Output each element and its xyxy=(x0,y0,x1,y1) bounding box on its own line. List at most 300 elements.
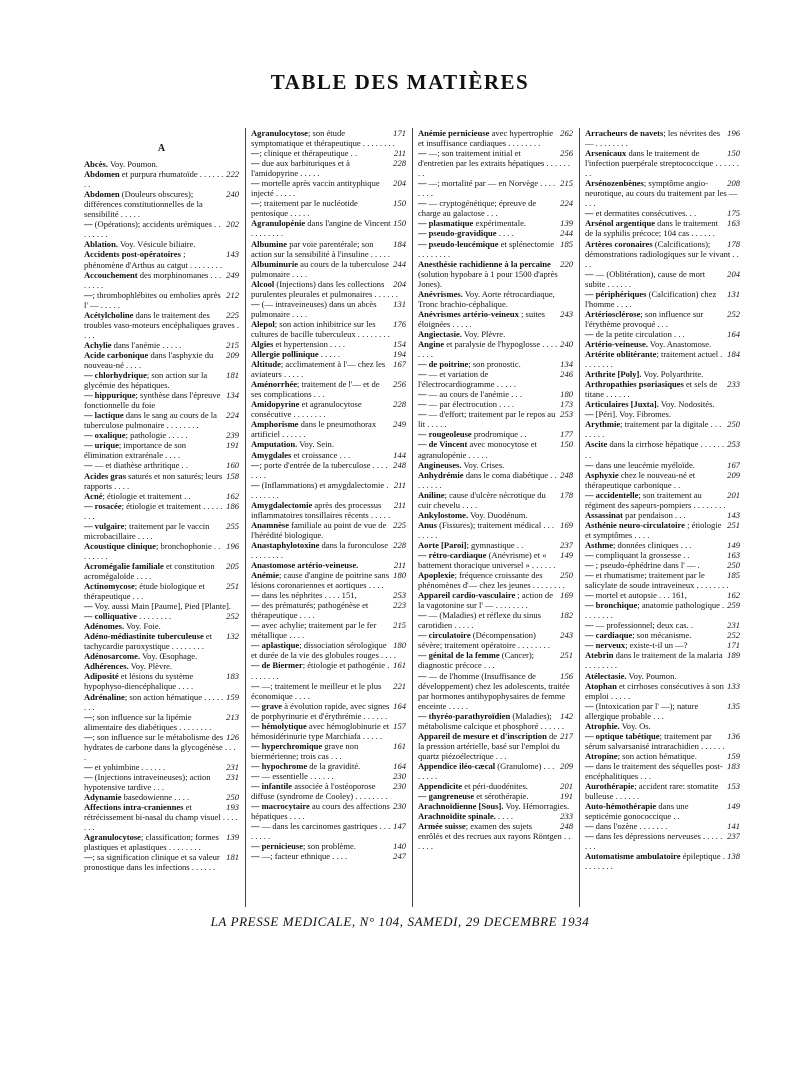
index-entry xyxy=(84,169,239,189)
index-entry xyxy=(251,339,406,349)
entry-heading: Artério-veineuse. xyxy=(585,338,648,349)
page-number: 228 xyxy=(393,158,406,169)
entry-text: ; traitement par la digitale . . . . . . . . xyxy=(585,419,722,440)
entry-text: ; données cliniques . . . xyxy=(613,539,692,550)
entry-text: dans le traitement de l'infection puerpérale streptococcique . . . . . . . . xyxy=(585,148,739,179)
index-entry xyxy=(84,732,239,762)
entry-heading: — rougeoleuse xyxy=(418,429,472,440)
entry-heading: — grave xyxy=(251,700,283,711)
entry-text: expérimentale. xyxy=(473,218,527,229)
index-entry xyxy=(84,611,239,621)
entry-heading: Arsenicaux xyxy=(585,148,627,159)
entry-heading: — pseudo-gravidique xyxy=(418,228,497,239)
index-entry xyxy=(251,158,406,178)
page-number: 251 xyxy=(226,581,239,592)
page-number: 243 xyxy=(560,308,573,319)
entry-heading: Arythmie xyxy=(585,419,621,430)
index-entry xyxy=(585,289,740,309)
page-number: 157 xyxy=(393,720,406,731)
entry-text: . . . . . . . . xyxy=(136,611,172,622)
entry-text: par pendaison . . . xyxy=(623,509,686,520)
entry-text: ; pathologie . . . . . xyxy=(125,430,188,441)
entry-heading: Adéno-médiastinite tuberculeuse xyxy=(84,631,204,642)
index-entry xyxy=(418,439,573,459)
index-entry xyxy=(251,148,406,158)
entry-heading: — xyxy=(251,620,260,631)
entry-text: Voy. Plèvre. xyxy=(128,661,173,672)
index-entry xyxy=(585,379,740,399)
entry-text: ; suites éloignées . . . . . xyxy=(418,308,545,329)
index-entry xyxy=(84,521,239,541)
entry-heading: — xyxy=(585,268,594,279)
entry-heading: — hippurique xyxy=(84,390,136,401)
index-entry xyxy=(251,851,406,861)
entry-text: (Calcifications); démonstrations radiologiques sur le vivant . . . . xyxy=(585,238,739,269)
index-entry xyxy=(418,520,573,540)
entry-heading: — hyperchromique xyxy=(251,740,323,751)
entry-text: épileptique . . . . . . . . xyxy=(585,851,725,872)
page-number: 138 xyxy=(727,851,740,862)
entry-heading: Asthénie neuro-circulatoire xyxy=(585,519,685,530)
page-number: 139 xyxy=(560,218,573,229)
page-number: 239 xyxy=(226,430,239,441)
entry-heading: — chlorhydrique xyxy=(84,370,147,381)
page-number: 186 xyxy=(226,500,239,511)
entry-text: associée à l'ostéoporose diffuse (syndrome de Cooley) . . . . . . . . xyxy=(251,781,388,802)
entry-heading: Auto-hémothérapie xyxy=(585,801,657,812)
entry-heading: Amputation. xyxy=(251,439,298,450)
index-entry xyxy=(585,349,740,369)
entry-heading: Amygdales xyxy=(251,449,292,460)
page-number: 209 xyxy=(560,760,573,771)
page-number: 171 xyxy=(393,128,406,138)
entry-text: avec hémoglobinurie et hémosidérinurie type Marchiafa . . . . . xyxy=(251,720,390,741)
page-number: 251 xyxy=(727,519,740,530)
entry-text: (Maladies); métabolisme calcique et phosphoré . . . . . . xyxy=(418,710,564,731)
page-number: 147 xyxy=(393,821,406,832)
index-entry xyxy=(251,721,406,741)
entry-text: de la pression artérielle, basé sur l'emploi du quartz piézoélectrique . . . xyxy=(418,730,560,761)
entry-text: ; cause d'ulcère nécrotique du cuir chevelu . . . . xyxy=(418,489,546,510)
index-entry xyxy=(585,801,740,821)
index-entry xyxy=(251,660,406,680)
index-entry xyxy=(251,198,406,218)
page-number: 180 xyxy=(560,389,573,400)
entry-heading: — xyxy=(585,590,594,601)
entry-text: et purpura rhumatoïde . . . . . . . . xyxy=(84,169,224,190)
entry-text: (Injections intraveineuses); action hypotensive tardive . . . xyxy=(84,771,211,792)
entry-heading: Affections intra-craniennes xyxy=(84,802,184,813)
page-number: 169 xyxy=(560,590,573,601)
entry-text: par voie parentérale; son action sur la sensibilité à l'insuline . . . . . xyxy=(251,238,390,259)
entry-heading: Agranulocytose xyxy=(84,832,141,843)
entry-text: ; pseudo-éphédrine dans l' — . xyxy=(593,560,700,571)
index-entry xyxy=(251,399,406,419)
entry-heading: — vulgaire xyxy=(84,520,125,531)
entry-text: ; traitement par le nucléotide pentosique . . . . . xyxy=(251,198,358,219)
entry-heading: Acide carbonique xyxy=(84,349,149,360)
index-entry xyxy=(251,771,406,781)
entry-text: —; mortalité par — en Norvège . . . . . . . . xyxy=(418,178,556,199)
index-entry xyxy=(84,501,239,521)
entry-heading: — xyxy=(84,852,93,863)
index-entry xyxy=(585,419,740,439)
index-entry xyxy=(84,802,239,832)
index-entry xyxy=(251,379,406,399)
entry-heading: — xyxy=(251,158,260,169)
index-entry xyxy=(585,560,740,570)
index-entry xyxy=(418,389,573,399)
page-number: 162 xyxy=(226,490,239,501)
entry-heading: Atophan xyxy=(585,680,617,691)
entry-heading: — xyxy=(585,208,594,219)
entry-heading: — xyxy=(84,731,93,742)
index-entry xyxy=(84,692,239,712)
entry-text: due aux barbituriques et à l'amidopyrine . . . . . xyxy=(251,158,350,179)
entry-heading: Altitude xyxy=(251,359,281,370)
index-columns xyxy=(84,128,740,907)
page-number: 253 xyxy=(727,439,740,450)
entry-heading: Assassinat xyxy=(585,509,623,520)
entry-heading: Armée suisse xyxy=(418,821,466,832)
entry-text: (— intraveineuses) dans un abcès pulmonaire . . . . xyxy=(251,298,377,319)
index-entry xyxy=(251,349,406,359)
entry-heading: Alcool xyxy=(251,278,275,289)
entry-text: ; son action hématique. xyxy=(617,750,697,761)
entry-text: Voy. Poumon. xyxy=(107,159,158,170)
page-number: 208 xyxy=(727,178,740,189)
index-entry xyxy=(585,851,740,871)
index-entry xyxy=(585,540,740,550)
index-entry xyxy=(418,761,573,781)
page-number: 193 xyxy=(226,802,239,813)
entry-heading: Acromégalie familiale xyxy=(84,560,164,571)
entry-text: . . . . xyxy=(495,811,513,822)
entry-heading: Artères coronaires xyxy=(585,238,653,249)
entry-text: dans une septicémie gonococcique . . xyxy=(585,801,689,822)
page-number: 184 xyxy=(393,238,406,249)
index-entry xyxy=(585,470,740,490)
entry-text: saturés et non saturés; leurs rapports . . . . xyxy=(84,470,223,491)
index-entry xyxy=(84,471,239,491)
index-entry xyxy=(418,359,573,369)
entry-heading: — infantile xyxy=(251,781,293,792)
index-entry xyxy=(585,570,740,590)
entry-heading: Aurothérapie xyxy=(585,781,635,792)
index-entry xyxy=(84,581,239,601)
page-number: 250 xyxy=(560,570,573,581)
index-entry xyxy=(585,218,740,238)
entry-text: et yohimbine . . . . . . xyxy=(92,761,166,772)
entry-text: dans l'asphyxie du nouveau-né . . . . xyxy=(84,349,214,370)
entry-text: dans la furonculose . . . . . . . . xyxy=(251,539,388,560)
entry-text: ; sa signification clinique et sa valeur pronostique dans les infections . . . . . . xyxy=(84,852,220,873)
entry-text: ; action de la vagotonine sur l' — . . . . . . . . xyxy=(418,590,554,611)
entry-heading: — xyxy=(418,670,427,681)
index-entry xyxy=(418,671,573,711)
page-number: 159 xyxy=(727,750,740,761)
index-entry xyxy=(418,540,573,550)
index-entry xyxy=(585,681,740,701)
entry-heading: — xyxy=(251,298,260,309)
entry-heading: Arachnoïdite spinale. xyxy=(418,811,496,822)
entry-heading: Arthrite [Poly]. xyxy=(585,369,642,380)
index-entry xyxy=(84,440,239,460)
page-number: 252 xyxy=(727,308,740,319)
entry-heading: — xyxy=(585,560,594,571)
entry-heading: Asphyxie xyxy=(585,469,619,480)
entry-heading: Adhérences. xyxy=(84,661,129,672)
page-number: 211 xyxy=(393,479,406,490)
entry-heading: Appendicite xyxy=(418,781,463,792)
entry-heading: Anus xyxy=(418,519,438,530)
entry-text: dans le traitement de la malaria . . . . . . . . xyxy=(585,650,723,671)
index-entry xyxy=(418,650,573,670)
page-number: 196 xyxy=(226,540,239,551)
page-number: 244 xyxy=(393,258,406,269)
index-entry xyxy=(84,832,239,852)
index-entry xyxy=(585,590,740,600)
page-number: 201 xyxy=(727,489,740,500)
page-number: 217 xyxy=(560,730,573,741)
journal-footer: LA PRESSE MEDICALE, N° 104, SAMEDI, 29 DECEMBRE 1934 xyxy=(210,914,590,929)
index-entry xyxy=(84,792,239,802)
entry-text: (Granulome) . . . . . . . . xyxy=(418,760,555,781)
entry-heading: — xyxy=(84,601,93,612)
entry-heading: — xyxy=(251,600,260,611)
entry-heading: — xyxy=(585,760,594,771)
entry-heading: Agranulocytose xyxy=(251,128,308,138)
page-number: 215 xyxy=(393,620,406,631)
page-number: 231 xyxy=(226,761,239,772)
column-divider xyxy=(245,128,246,907)
entry-heading: — xyxy=(251,590,260,601)
entry-heading: — xyxy=(418,178,427,189)
page-number: 149 xyxy=(727,801,740,812)
entry-text: [Péri]. Voy. Fibromes. xyxy=(593,409,672,420)
entry-text: ; traitement par le vaccin microbacillaire . . . . xyxy=(84,520,210,541)
entry-text: (Cancer); diagnostic précoce . . . xyxy=(418,650,535,671)
page-number: 250 xyxy=(226,792,239,802)
entry-heading: Alepol xyxy=(251,318,275,329)
entry-text: de la gravidité. xyxy=(307,760,361,771)
entry-text: (Fissures); traitement médical . . . . . . . . xyxy=(418,519,555,540)
index-entry xyxy=(418,228,573,238)
entry-text: dans la cirrhose hépatique . . . . . . . . xyxy=(585,439,725,460)
entry-text: avec monocytose et agranulopénie . . . . . xyxy=(418,439,537,460)
entry-heading: — xyxy=(585,459,594,470)
page-number: 248 xyxy=(560,469,573,480)
entry-text: ; anatomie pathologique . . . . . . . . xyxy=(585,600,725,621)
index-entry xyxy=(251,841,406,851)
entry-text: basedowienne . . . . xyxy=(121,792,190,802)
entry-text: ; son pronostic. xyxy=(468,359,521,370)
column-divider xyxy=(579,128,580,907)
entry-heading: — xyxy=(251,821,260,832)
index-entry xyxy=(251,620,406,640)
entry-heading: Angiectasie. xyxy=(418,328,462,339)
index-entry xyxy=(585,731,740,751)
entry-text: et rhumatisme; traitement par le salicylate de soude intraveineux . . . . . . . . xyxy=(585,570,729,591)
entry-text: — par électrocution . . . . xyxy=(426,399,515,410)
entry-text: dans le traitement des troubles vaso-moteurs encéphaliques graves . . . . xyxy=(84,309,239,340)
page-number: 150 xyxy=(393,198,406,209)
entry-text: mortelle après vaccin antityphique injecté . . . . . xyxy=(251,178,380,199)
entry-text: Voy. Hémorragies. xyxy=(503,801,570,812)
entry-heading: Appareil cardio-vasculaire xyxy=(418,590,516,601)
index-entry xyxy=(84,712,239,732)
page-number: 154 xyxy=(393,338,406,349)
page-number: 231 xyxy=(226,771,239,782)
entry-text: (Opérations); accidents urémiques . . . . . . . . xyxy=(84,219,221,240)
entry-heading: Abcès. xyxy=(84,159,108,170)
entry-text: dans une leucémie myéloïde. xyxy=(593,459,695,470)
entry-heading: Arthropathies psoriasiques xyxy=(585,379,684,390)
index-entry xyxy=(251,299,406,319)
page-number: 205 xyxy=(226,560,239,571)
entry-heading: Albuminurie xyxy=(251,258,299,269)
entry-heading: Adiposité xyxy=(84,671,119,682)
index-entry xyxy=(84,370,239,390)
index-entry xyxy=(418,470,573,490)
entry-heading: Anhydrémie xyxy=(418,469,464,480)
index-column-3 xyxy=(418,128,573,907)
entry-heading: — hypochrome xyxy=(251,760,308,771)
entry-text: de la petite circulation . . . xyxy=(593,328,685,339)
entry-heading: — xyxy=(251,178,260,189)
index-entry xyxy=(585,148,740,178)
entry-heading: — hémolytique xyxy=(251,720,307,731)
entry-heading: Articulaires [Juxta]. xyxy=(585,399,659,410)
entry-heading: Anastaphylotoxine xyxy=(251,539,320,550)
entry-text: dans les néphrites . . . . 151, xyxy=(259,590,357,601)
page-number: 182 xyxy=(560,610,573,621)
entry-text: ; existe-t-il un —? xyxy=(625,640,688,651)
entry-heading: Angine xyxy=(418,338,445,349)
index-entry xyxy=(585,309,740,329)
entry-heading: — urique xyxy=(84,440,119,451)
page-number: 164 xyxy=(727,328,740,339)
index-entry xyxy=(251,761,406,771)
entry-heading: Anémie pernicieuse xyxy=(418,128,490,138)
entry-text: ; gymnastique . . xyxy=(466,539,524,550)
entry-text: ; accident rare: stomatite bulleuse . . . . . . xyxy=(585,781,719,802)
index-entry xyxy=(585,460,740,470)
index-entry xyxy=(585,600,740,620)
entry-text: et péri-duodénites. xyxy=(462,781,528,792)
index-entry xyxy=(418,791,573,801)
entry-heading: — optique tabétique xyxy=(585,730,660,741)
page-number: 253 xyxy=(560,409,573,420)
entry-text: — (Oblitération), cause de mort subite . . . . . . xyxy=(585,268,706,289)
page-number: 180 xyxy=(393,570,406,581)
index-entry xyxy=(84,661,239,671)
index-entry xyxy=(84,621,239,631)
entry-text: — au cours de l'anémie . . . xyxy=(426,389,522,400)
entry-text: ; étiologie et pathogénie . . . . . . . . xyxy=(251,660,390,681)
entry-text: ; synthèse dans l'épreuve fonctionnelle du foie xyxy=(84,390,221,411)
entry-heading: Amidopyrine xyxy=(251,399,300,410)
page-number: 169 xyxy=(560,519,573,530)
entry-heading: — rétro-cardiaque xyxy=(418,549,487,560)
entry-text: —; traitement le meilleur et le plus économique . . . . xyxy=(251,680,382,701)
entry-text: ; son traitement au régiment des sapeurs-pompiers . . . . . . . . xyxy=(585,489,726,510)
index-entry xyxy=(84,249,239,269)
entry-heading: — xyxy=(84,289,93,300)
entry-heading: Acides gras xyxy=(84,470,127,481)
page-number: 161 xyxy=(393,740,406,751)
page-number: 149 xyxy=(560,549,573,560)
page-number: 215 xyxy=(560,178,573,189)
entry-text: mortel et autopsie . . . 161, xyxy=(593,590,687,601)
entry-text: grave non biermérienne; trois cas . . . xyxy=(251,740,359,761)
entry-text: ; étiologie et traitement . . xyxy=(102,490,191,501)
page-number: 224 xyxy=(560,198,573,209)
entry-heading: — cardiaque xyxy=(585,630,633,641)
index-entry xyxy=(251,359,406,379)
page-number: 191 xyxy=(226,440,239,451)
entry-text: Voy. Crises. xyxy=(461,459,505,470)
entry-text: ; son influence sur la lipémie alimentaire des diabétiques . . . . . . . . xyxy=(84,711,212,732)
page-number: 185 xyxy=(727,570,740,581)
index-entry xyxy=(418,329,573,339)
page-number: 201 xyxy=(560,781,573,792)
entry-heading: Artériosclérose xyxy=(585,308,641,319)
entry-heading: — xyxy=(585,409,594,420)
index-entry xyxy=(251,259,406,279)
index-entry xyxy=(251,419,406,439)
index-entry xyxy=(418,259,573,289)
index-entry xyxy=(585,821,740,831)
entry-heading: Anamnèse xyxy=(251,519,289,530)
index-entry xyxy=(84,561,239,581)
entry-heading: Anastomose artério-veineuse. xyxy=(251,560,359,571)
entry-heading: Apoplexie xyxy=(418,570,455,581)
page-number: 156 xyxy=(560,670,573,681)
index-entry xyxy=(251,439,406,449)
page-number: 212 xyxy=(226,289,239,300)
entry-heading: Acoustique clinique xyxy=(84,540,156,551)
index-entry xyxy=(418,490,573,510)
index-entry xyxy=(418,510,573,520)
entry-heading: — xyxy=(418,198,427,209)
index-entry xyxy=(84,601,239,611)
page-number: 220 xyxy=(560,258,573,269)
page-number: 230 xyxy=(393,781,406,792)
page-number: 160 xyxy=(226,460,239,471)
entry-heading: Acétylcholine xyxy=(84,309,134,320)
page-number: 237 xyxy=(727,831,740,842)
entry-text: . . . . xyxy=(496,228,514,239)
entry-heading: Adrénaline xyxy=(84,691,125,702)
entry-text: (Inflammations) et amygdalectomie . . . . . . . . xyxy=(251,479,389,500)
entry-heading: — xyxy=(585,328,594,339)
entry-text: — d'effort; traitement par le repos au lit . . . . . xyxy=(418,409,556,430)
index-entry xyxy=(585,399,740,409)
entry-text: ; classification; formes plastiques et aplastiques . . . . . . . . xyxy=(84,832,219,853)
entry-heading: Angineuses. xyxy=(418,459,462,470)
index-entry xyxy=(418,801,573,811)
entry-text: dans l'angine de Vincent . . . . . . . . xyxy=(251,218,391,239)
index-entry xyxy=(84,762,239,772)
page-number: 223 xyxy=(393,600,406,611)
page-number: 139 xyxy=(226,832,239,843)
page-number: 233 xyxy=(560,811,573,822)
entry-heading: Adénosarcome. xyxy=(84,651,141,662)
index-entry xyxy=(418,630,573,650)
page-number: 161 xyxy=(393,660,406,671)
index-entry xyxy=(84,631,239,651)
